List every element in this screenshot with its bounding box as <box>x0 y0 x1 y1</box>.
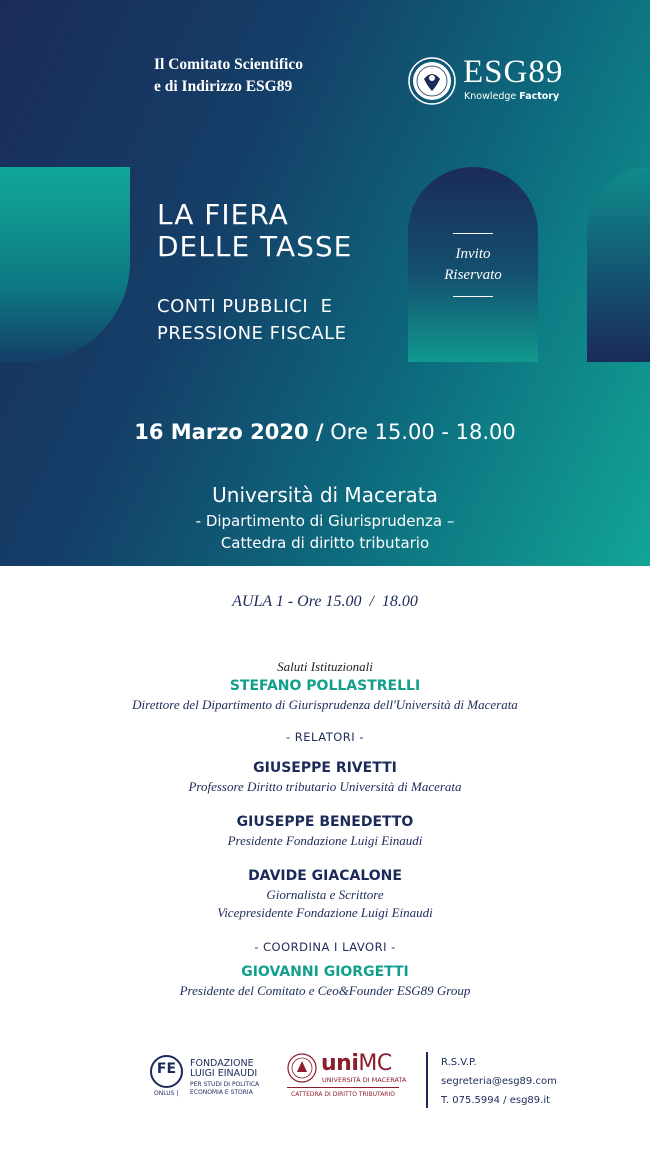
fe-subtitle <box>190 1081 259 1097</box>
moderator-name: GIOVANNI GIORGETTI <box>241 964 409 980</box>
fe-name-line-1: FONDAZIONE <box>190 1058 254 1069</box>
speaker-name: GIUSEPPE RIVETTI <box>253 760 397 776</box>
event-title <box>157 199 352 263</box>
esg89-logo-name: ESG89 <box>463 54 564 90</box>
speaker-role: Giornalista e Scrittore <box>266 887 384 902</box>
venue-chair: Cattedra di diritto tributario <box>220 534 430 552</box>
greeter-name: STEFANO POLLASTRELLI <box>229 678 421 694</box>
event-venue <box>0 480 650 554</box>
venue-department: - Dipartimento di Giurisprudenza – <box>195 512 455 530</box>
greetings-label: Saluti Istituzionali <box>277 659 373 674</box>
unimc-bold: uni <box>321 1051 359 1076</box>
invite-rule-top <box>453 233 493 234</box>
event-subtitle <box>157 293 347 347</box>
fe-sub-line-2: ECONOMIA E STORIA <box>190 1089 253 1096</box>
speaker-role: Presidente Fondazione Luigi Einaudi <box>227 833 423 848</box>
event-datetime <box>0 420 650 444</box>
fe-name-line-2: LUIGI EINAUDI <box>190 1068 258 1079</box>
invite-line-1: Invito <box>455 246 491 262</box>
rsvp-email-link[interactable]: segreteria@esg89.com <box>441 1076 557 1087</box>
greeter-role: Direttore del Dipartimento di Giurisprudenza dell'Università di Macerata <box>132 697 518 712</box>
event-subtitle-line-2: PRESSIONE FISCALE <box>157 323 347 344</box>
rsvp-contact <box>441 1053 557 1110</box>
event-date: 16 Marzo 2020 / <box>134 420 324 444</box>
invite-line-2: Riservato <box>444 267 502 283</box>
unimc-logo-name <box>321 1051 392 1077</box>
rsvp-label: R.S.V.P. <box>441 1057 477 1068</box>
event-subtitle-line-1: CONTI PUBBLICI E <box>157 296 333 317</box>
organizer-committee <box>154 54 303 98</box>
unimc-university: UNIVERSITÀ DI MACERATA <box>322 1076 407 1084</box>
moderator-heading: - COORDINA I LAVORI - <box>254 940 396 954</box>
event-title-line-1: LA FIERA <box>157 198 289 231</box>
unimc-divider <box>287 1087 399 1088</box>
fe-onlus: ONLUS | <box>154 1090 179 1097</box>
speaker-role-secondary: Vicepresidente Fondazione Luigi Einaudi <box>217 905 433 920</box>
speaker-name: DAVIDE GIACALONE <box>248 868 402 884</box>
invite-rule-bottom <box>453 296 493 297</box>
esg89-logo-tagline <box>464 91 559 102</box>
tagline-factory: Factory <box>519 91 560 102</box>
event-title-line-2: DELLE TASSE <box>157 230 353 263</box>
speaker-item <box>0 758 650 796</box>
committee-line-2: e di Indirizzo ESG89 <box>154 78 293 95</box>
fe-name <box>190 1059 257 1079</box>
fe-mark: FE <box>156 1061 177 1077</box>
speaker-name: GIUSEPPE BENEDETTO <box>236 814 414 830</box>
venue-university: Università di Macerata <box>212 483 438 507</box>
speakers-heading: - RELATORI - <box>286 730 364 744</box>
speaker-role: Professore Diritto tributario Università di Macerata <box>188 779 462 794</box>
decorative-arch-right <box>587 167 650 362</box>
esg89-seal-icon <box>408 57 456 105</box>
committee-line-1: Il Comitato Scientifico <box>154 56 303 73</box>
speaker-item <box>0 866 650 922</box>
decorative-arch-left <box>0 167 130 362</box>
reserved-invitation-badge <box>408 244 538 286</box>
unimc-chair: CATTEDRA DI DIRITTO TRIBUTARIO <box>291 1091 395 1098</box>
moderator-role: Presidente del Comitato e Ceo&Founder ESG89 Group <box>179 983 471 998</box>
event-time: Ore 15.00 - 18.00 <box>330 420 516 444</box>
unimc-light: MC <box>358 1051 392 1076</box>
room-and-time: AULA 1 - Ore 15.00 / 18.00 <box>232 593 418 610</box>
speaker-item <box>0 812 650 850</box>
footer-partners <box>0 1048 650 1118</box>
tagline-knowledge: Knowledge <box>464 91 517 102</box>
rsvp-divider <box>426 1052 428 1108</box>
program-section <box>0 590 650 1000</box>
unimc-seal-icon <box>287 1053 317 1083</box>
rsvp-phone-web[interactable]: T. 075.5994 / esg89.it <box>441 1095 551 1106</box>
hero-banner <box>0 0 650 566</box>
fe-sub-line-1: PER STUDI DI POLITICA <box>190 1081 260 1088</box>
